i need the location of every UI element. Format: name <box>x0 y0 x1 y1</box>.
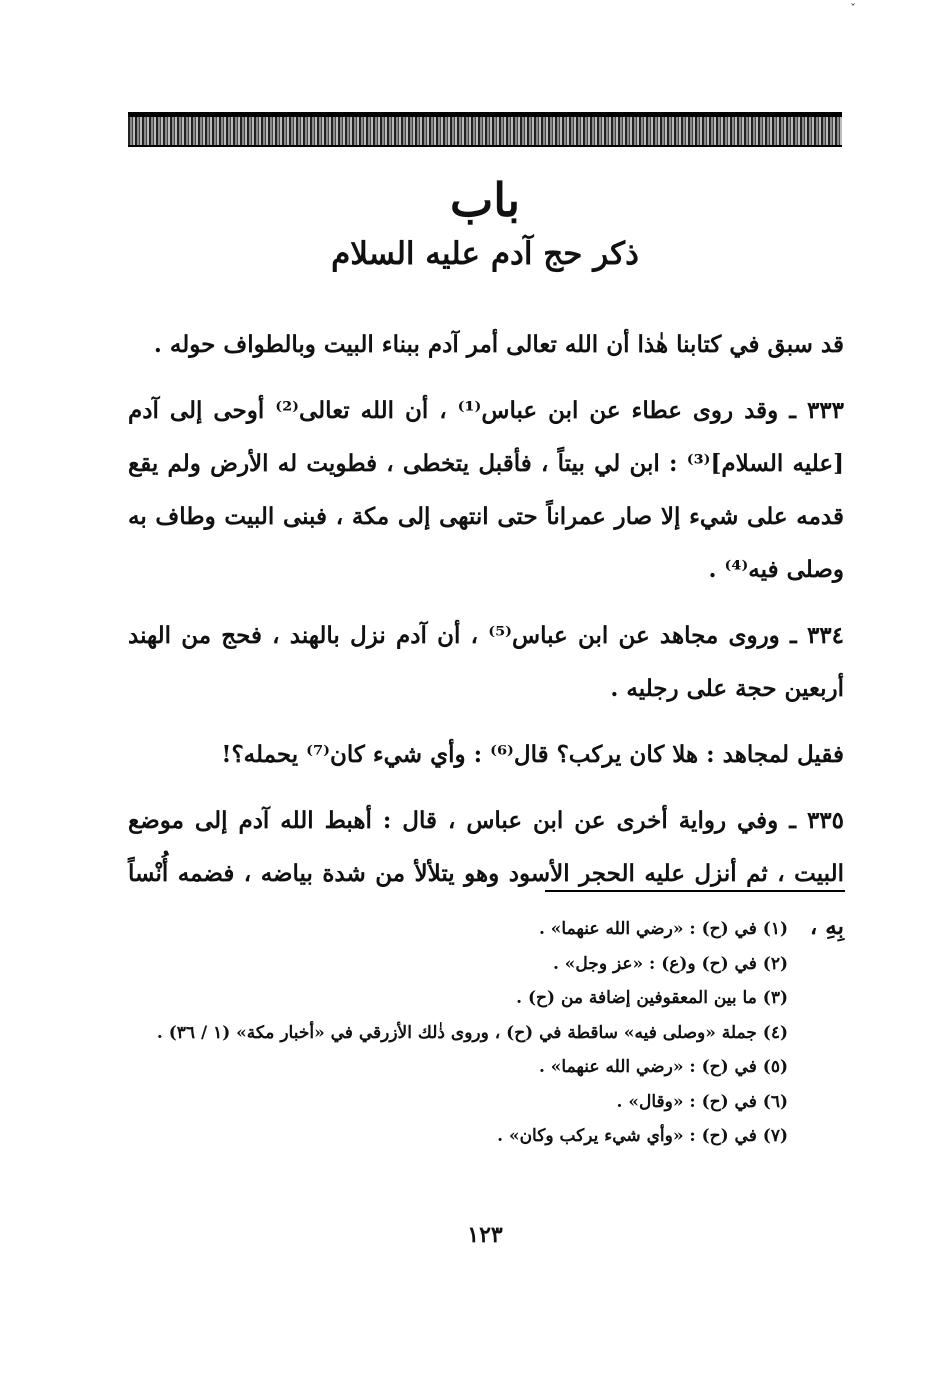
scan-mark: ˇ <box>850 2 856 16</box>
footnote-4: (٤) جملة «وصلى فيه» ساقطة في (ح) ، وروى ذٰلك الأزرقي في «أخبار مكة» (١ / ٣٦) . <box>156 1022 788 1043</box>
footnote-3: (٣) ما بين المعقوفين إضافة من (ح) . <box>516 988 788 1008</box>
main-text <box>128 318 844 966</box>
footnotes <box>128 912 788 1154</box>
footnote-divider <box>545 890 845 892</box>
paragraph-334: ٣٣٤ ـ وروى مجاهد عن ابن عباس⁽⁵⁾ ، أن آدم نزل بالهند ، فحج من الهند أربعين حجة على رجليه . <box>128 622 844 702</box>
footnote-2: (٢) في (ح) و(ع) : «عز وجل» . <box>552 953 788 974</box>
footnote-6: (٦) في (ح) : «وقال» . <box>616 1091 788 1112</box>
footnote-1: (١) في (ح) : «رضي الله عنهما» . <box>538 919 788 939</box>
footnote-7: (٧) في (ح) : «وأي شيء يركب وكان» . <box>497 1126 788 1146</box>
page-number: ١٢٣ <box>467 1222 503 1248</box>
footnote-5: (٥) في (ح) : «رضي الله عنهما» . <box>538 1057 788 1077</box>
chapter-title: باب <box>449 173 521 227</box>
paragraph-333: ٣٣٣ ـ وقد روى عطاء عن ابن عباس⁽¹⁾ ، أن الله تعالى⁽²⁾ أوحى إلى آدم [عليه السلام]⁽³⁾ : ابن لي بيتاً ، فأقبل يتخطى ، فطويت له الأرض ولم يقع قدمه على شيء إلا صار عمراناً حتى انتهى إلى مكة ، فبنى البيت وطاف به وصلى فيه⁽⁴⁾ . <box>128 397 845 583</box>
paragraph-335: ٣٣٥ ـ وفي رواية أخرى عن ابن عباس ، قال : أهبط الله آدم إلى موضع البيت ، ثم أنزل عليه الحجر الأسود وهو يتلألأ من شدة بياضه ، فضمه أُنْساً بِهِ ، <box>128 807 844 940</box>
decorative-header-bar <box>128 112 842 147</box>
chapter-subtitle: ذكر حج آدم عليه السلام <box>331 236 639 272</box>
chapter-heading <box>128 170 842 278</box>
intro-paragraph: قد سبق في كتابنا هٰذا أن الله تعالى أمر آدم ببناء البيت وبالطواف حوله . <box>153 331 844 358</box>
paragraph-mujahid-question: فقيل لمجاهد : هلا كان يركب؟ قال⁽⁶⁾ : وأي شيء كان⁽⁷⁾ يحمله؟! <box>221 741 844 768</box>
